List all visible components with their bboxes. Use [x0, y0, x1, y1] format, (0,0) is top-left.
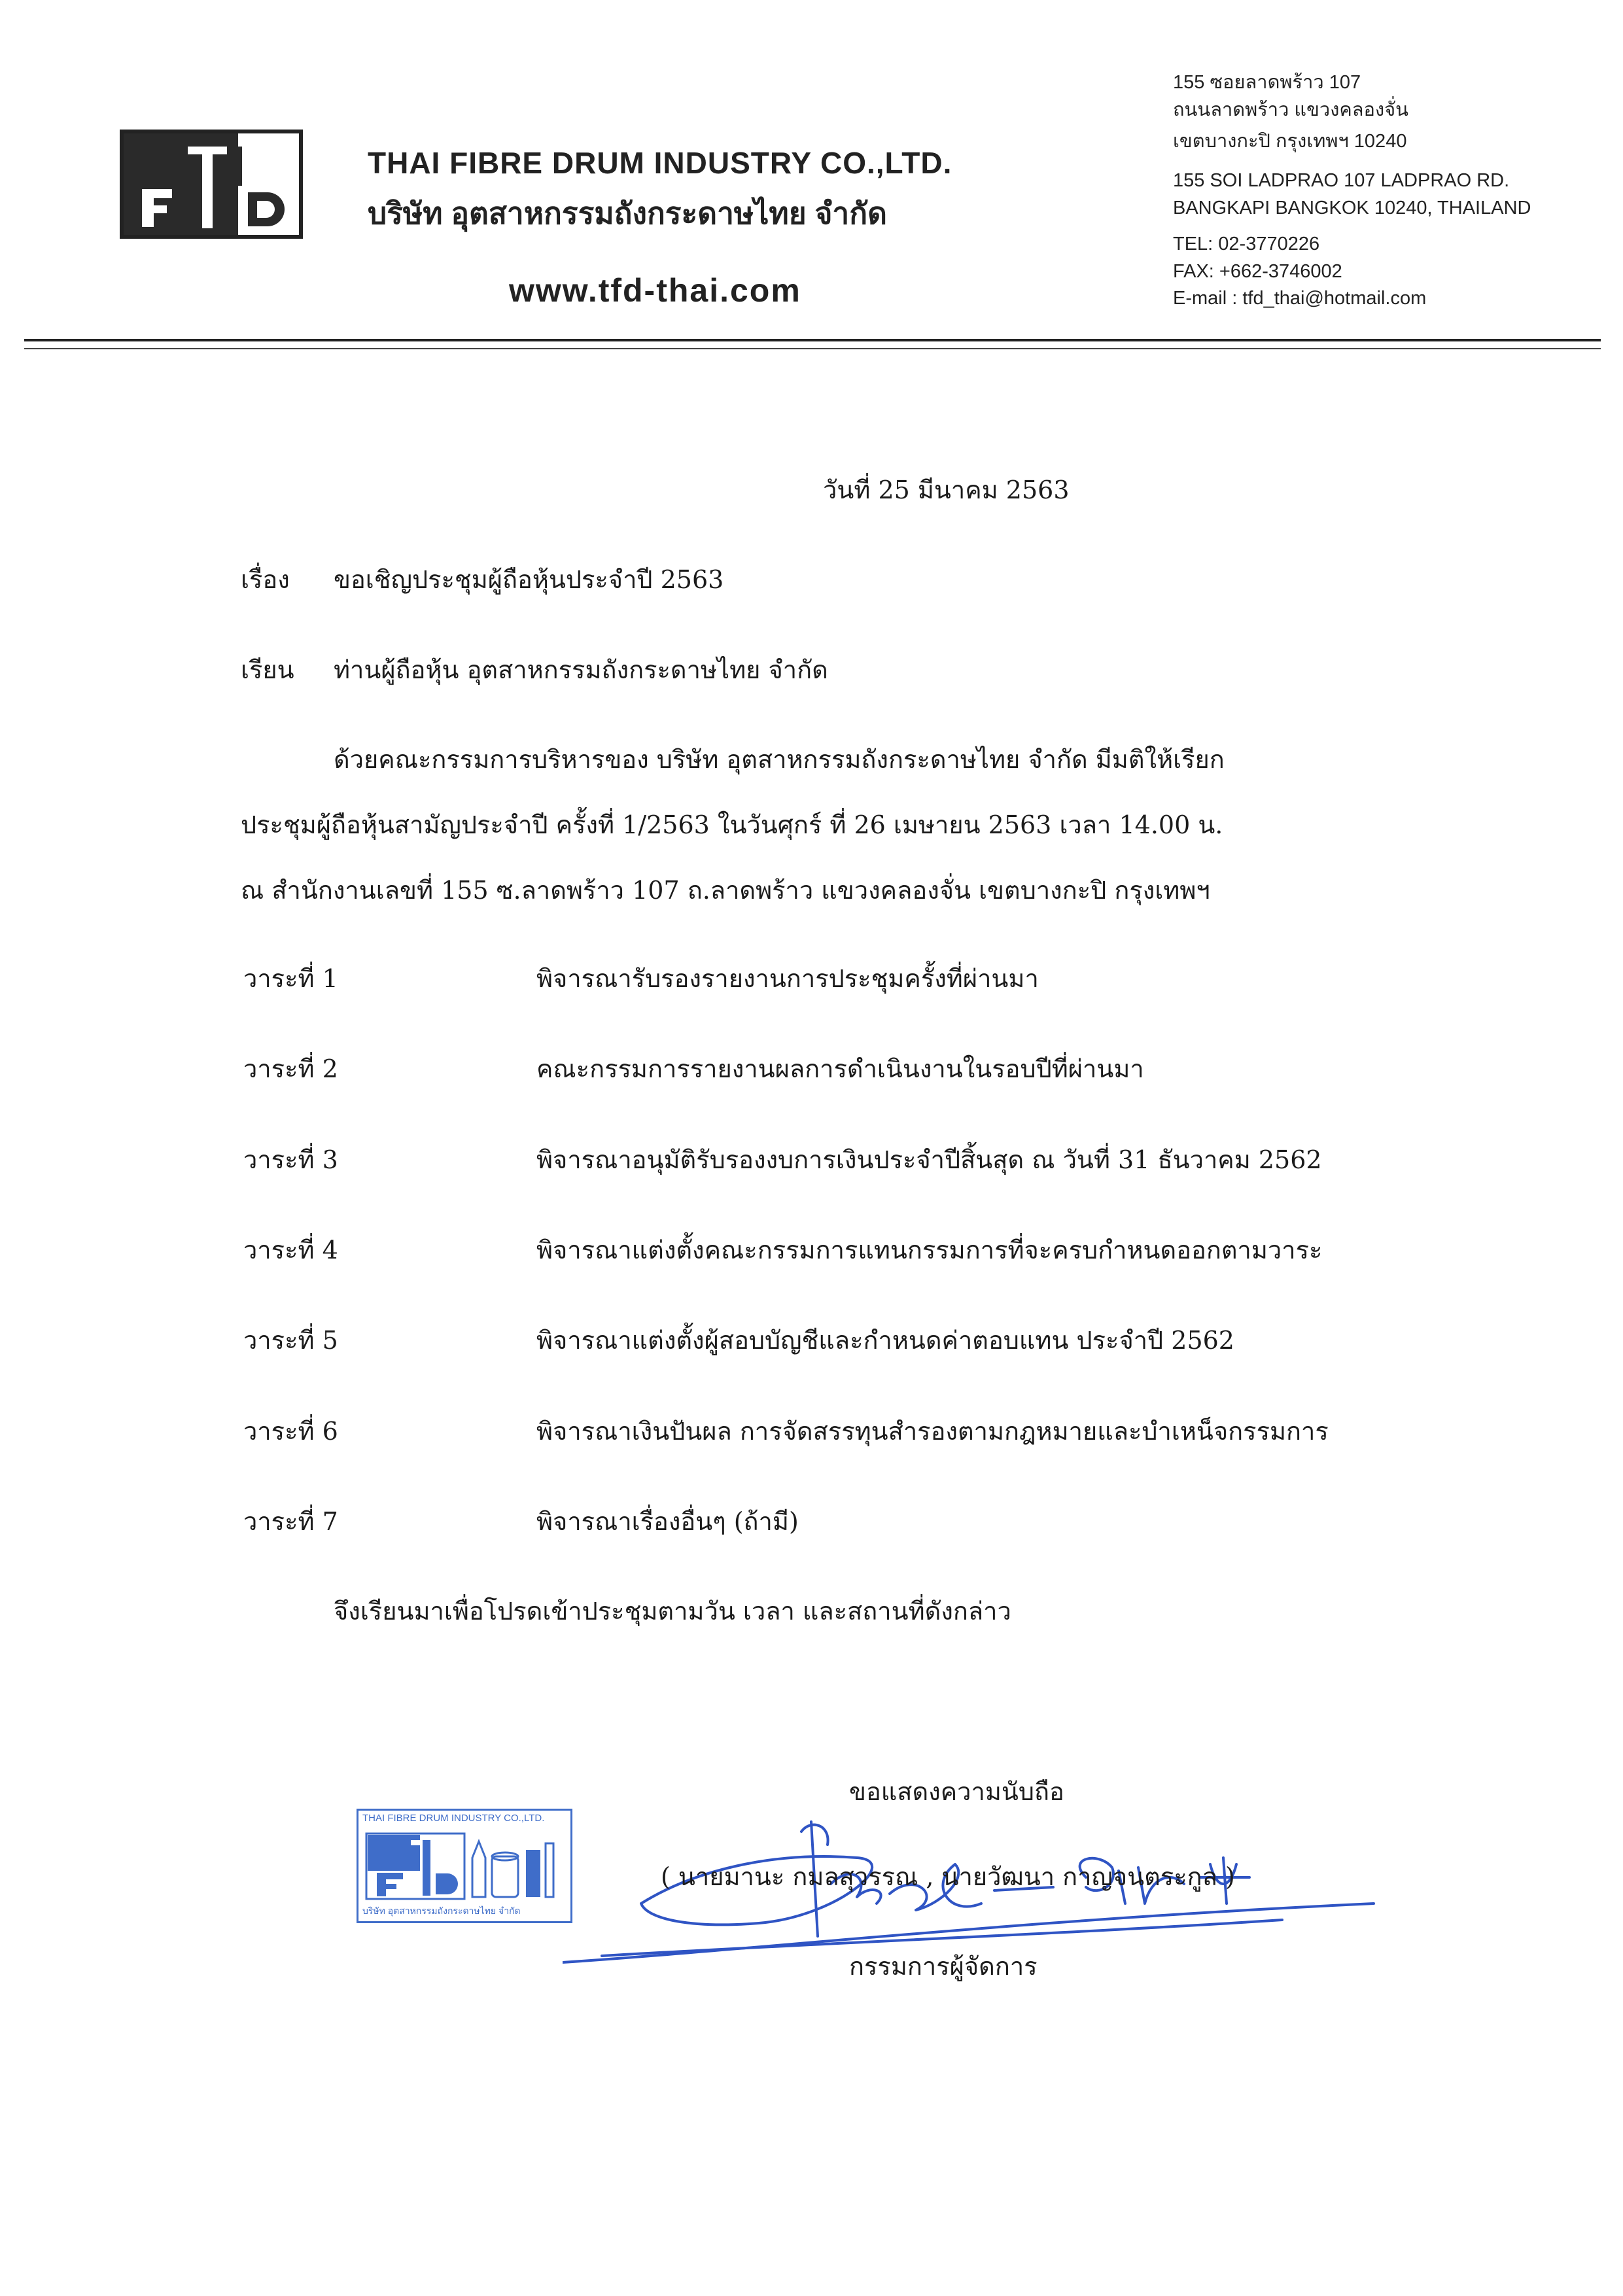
address-th-line-3: เขตบางกะปิ กรุงเทพฯ 10240	[1173, 131, 1407, 152]
address-en-line-1: 155 SOI LADPRAO 107 LADPRAO RD.	[1173, 170, 1510, 191]
email[interactable]: E-mail : tfd_thai@hotmail.com	[1173, 288, 1427, 309]
telephone: TEL: 02-3770226	[1173, 234, 1320, 254]
intro-line-1: ด้วยคณะกรรมการบริหารของ บริษัท อุตสาหกรรมถังกระดาษไทย จำกัด มีมติให้เรียก	[334, 745, 1225, 774]
signatory-position: กรรมการผู้จัดการ	[849, 1952, 1038, 1981]
intro-line-3: ณ สำนักงานเลขที่ 155 ซ.ลาดพร้าว 107 ถ.ลาดพร้าว แขวงคลองจั่น เขตบางกะปิ กรุงเทพฯ	[241, 876, 1210, 905]
company-logo	[120, 130, 303, 239]
agenda-item: พิจารณารับรองรายงานการประชุมครั้งที่ผ่านมา	[536, 964, 1039, 993]
letter-date: วันที่ 25 มีนาคม 2563	[823, 476, 1070, 504]
agenda-item: พิจารณาเงินปันผล การจัดสรรทุนสำรองตามกฎหมายและบำเหน็จกรรมการ	[536, 1417, 1329, 1446]
company-website[interactable]: www.tfd-thai.com	[509, 272, 801, 309]
company-stamp	[357, 1809, 572, 1923]
agenda-item: พิจารณาเรื่องอื่นๆ (ถ้ามี)	[536, 1507, 799, 1536]
subject-text: ขอเชิญประชุมผู้ถือหุ้นประจำปี 2563	[334, 565, 724, 594]
agenda-label: วาระที่ 3	[243, 1145, 338, 1174]
header-divider-thin	[24, 348, 1601, 349]
address-th-line-1: 155 ซอยลาดพร้าว 107	[1173, 72, 1361, 93]
agenda-label: วาระที่ 7	[243, 1507, 338, 1536]
stamp-company-en: THAI FIBRE DRUM INDUSTRY CO.,LTD.	[362, 1813, 545, 1824]
intro-line-2: ประชุมผู้ถือหุ้นสามัญประจำปี ครั้งที่ 1/2563 ในวันศุกร์ ที่ 26 เมษายน 2563 เวลา 14.00 น.	[241, 810, 1223, 839]
company-name-en: THAI FIBRE DRUM INDUSTRY CO.,LTD.	[368, 146, 952, 180]
signatory-names: ( นายมานะ กมลสุวรรณ , นายวัฒนา กาญจนตระกูล )	[661, 1862, 1235, 1891]
regards-text: ขอแสดงความนับถือ	[849, 1777, 1064, 1806]
recipient-label: เรียน	[241, 655, 294, 684]
address-th-line-2: ถนนลาดพร้าว แขวงคลองจั่น	[1173, 99, 1408, 120]
company-name-th: บริษัท อุตสาหกรรมถังกระดาษไทย จำกัด	[368, 196, 887, 230]
agenda-item: คณะกรรมการรายงานผลการดำเนินงานในรอบปีที่ผ่านมา	[536, 1054, 1144, 1083]
agenda-label: วาระที่ 1	[243, 964, 338, 993]
agenda-label: วาระที่ 5	[243, 1326, 338, 1355]
agenda-label: วาระที่ 6	[243, 1417, 338, 1446]
agenda-label: วาระที่ 4	[243, 1236, 338, 1264]
agenda-item: พิจารณาแต่งตั้งผู้สอบบัญชีและกำหนดค่าตอบแทน ประจำปี 2562	[536, 1326, 1234, 1355]
closing-text: จึงเรียนมาเพื่อโปรดเข้าประชุมตามวัน เวลา และสถานที่ดังกล่าว	[334, 1597, 1011, 1626]
agenda-label: วาระที่ 2	[243, 1054, 338, 1083]
subject-label: เรื่อง	[241, 565, 290, 594]
header-divider	[24, 339, 1601, 341]
ftd-logo-icon	[124, 133, 299, 235]
address-en-line-2: BANGKAPI BANGKOK 10240, THAILAND	[1173, 198, 1531, 218]
agenda-item: พิจารณาแต่งตั้งคณะกรรมการแทนกรรมการที่จะครบกำหนดออกตามวาระ	[536, 1236, 1323, 1264]
agenda-item: พิจารณาอนุมัติรับรองงบการเงินประจำปีสิ้นสุด ณ วันที่ 31 ธันวาคม 2562	[536, 1145, 1322, 1174]
fax: FAX: +662-3746002	[1173, 261, 1342, 282]
recipient-text: ท่านผู้ถือหุ้น อุตสาหกรรมถังกระดาษไทย จำกัด	[334, 655, 828, 684]
stamp-company-th: บริษัท อุตสาหกรรมถังกระดาษไทย จำกัด	[362, 1905, 521, 1916]
